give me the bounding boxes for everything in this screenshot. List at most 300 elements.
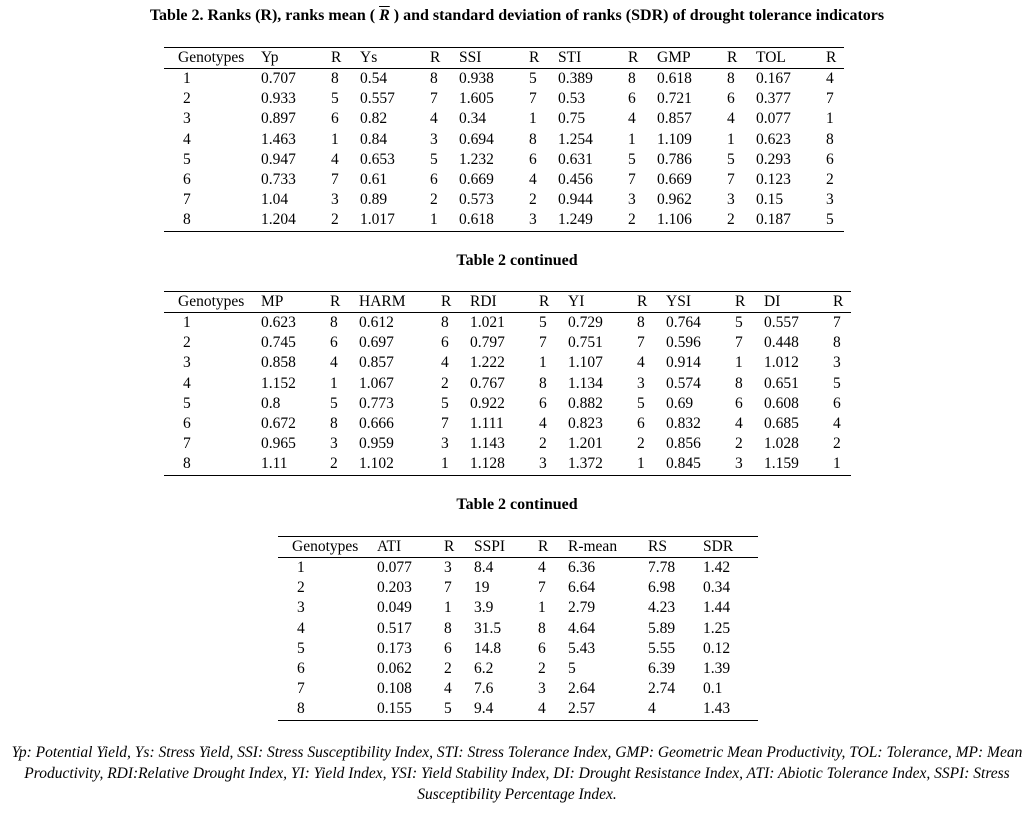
- value-cell: 1.42: [703, 559, 731, 577]
- value-cell: 0.938: [459, 70, 494, 88]
- value-cell: 7: [331, 171, 339, 189]
- value-cell: 0.84: [360, 130, 388, 148]
- genotype-cell: 8: [164, 454, 261, 475]
- value-cell: 1: [430, 210, 459, 231]
- value-cell: 3: [637, 374, 645, 392]
- value-cell: 0.077: [756, 110, 791, 128]
- value-cell: 0.823: [568, 415, 603, 433]
- table-2: [164, 291, 851, 476]
- value-cell: 1.372: [568, 454, 637, 475]
- table-1-title-end: ) and standard deviation of ranks (SDR) of drought tolerance indicators: [393, 7, 885, 24]
- value-cell: 1.067: [359, 374, 394, 392]
- value-cell: 0.857: [359, 354, 394, 372]
- value-cell: 7: [727, 171, 735, 189]
- table-1-title-start: Table 2. Ranks (R), ranks mean (: [149, 7, 376, 24]
- value-cell: 5.55: [648, 639, 676, 657]
- value-cell: 8.4: [474, 559, 494, 577]
- table-3-title: Table 2 continued: [456, 496, 578, 513]
- table-row: [164, 89, 844, 109]
- column-header: MP: [261, 292, 330, 313]
- genotype-cell: 6: [183, 171, 191, 189]
- value-cell: 1.159: [764, 454, 833, 475]
- value-cell: 0.857: [657, 110, 692, 128]
- value-cell: 0.574: [666, 374, 701, 392]
- value-cell: 0.669: [459, 171, 494, 189]
- table-1-title: [0, 7, 1034, 25]
- value-cell: 0.965: [261, 435, 296, 453]
- value-cell: 6: [529, 150, 537, 168]
- value-cell: 4: [444, 680, 452, 698]
- genotype-cell: 7: [183, 435, 191, 453]
- column-header: SDR: [703, 537, 758, 558]
- value-cell: 6: [538, 639, 546, 657]
- value-cell: 0.155: [377, 699, 444, 720]
- table-row: [164, 150, 844, 170]
- value-cell: 6: [637, 415, 645, 433]
- value-cell: 1.012: [764, 354, 799, 372]
- genotype-cell: 5: [183, 150, 191, 168]
- value-cell: 3: [330, 435, 338, 453]
- table-row: [278, 558, 758, 579]
- value-cell: 2: [538, 660, 546, 678]
- value-cell: 2: [833, 435, 841, 453]
- column-header: R: [430, 48, 459, 69]
- column-header: YI: [568, 292, 637, 313]
- value-cell: 1.204: [261, 210, 331, 231]
- value-cell: 1: [637, 454, 666, 475]
- value-cell: 4: [826, 70, 834, 88]
- value-cell: 7: [430, 90, 438, 108]
- value-cell: 7: [637, 334, 645, 352]
- value-cell: 6: [735, 394, 743, 412]
- value-cell: 5: [727, 150, 735, 168]
- value-cell: 1: [444, 599, 452, 617]
- value-cell: 3: [727, 191, 735, 209]
- value-cell: 0.651: [764, 374, 799, 392]
- value-cell: 0.745: [261, 334, 296, 352]
- value-cell: 0.922: [470, 394, 505, 412]
- value-cell: 4: [628, 110, 636, 128]
- value-cell: 4: [330, 354, 338, 372]
- value-cell: 2: [529, 191, 537, 209]
- value-cell: 6: [330, 334, 338, 352]
- value-cell: 8: [330, 415, 338, 433]
- table-row: [164, 333, 851, 353]
- column-header: SSPI: [474, 537, 538, 558]
- value-cell: 0.34: [459, 110, 487, 128]
- value-cell: 3: [430, 130, 438, 148]
- value-cell: 4: [430, 110, 438, 128]
- column-header: R: [833, 292, 851, 313]
- value-cell: 0.773: [359, 394, 394, 412]
- value-cell: 6: [444, 639, 452, 657]
- value-cell: 1.201: [568, 435, 603, 453]
- column-header: TOL: [756, 48, 826, 69]
- value-cell: 0.697: [359, 334, 394, 352]
- value-cell: 0.729: [568, 314, 603, 332]
- value-cell: 1.028: [764, 435, 799, 453]
- value-cell: 1.111: [470, 415, 504, 433]
- value-cell: 0.187: [756, 210, 826, 231]
- genotype-cell: 3: [183, 354, 191, 372]
- value-cell: 0.517: [377, 619, 412, 637]
- value-cell: 7: [538, 579, 546, 597]
- value-cell: 7: [826, 90, 834, 108]
- value-cell: 0.933: [261, 90, 296, 108]
- value-cell: 7.78: [648, 559, 676, 577]
- value-cell: 0.049: [377, 599, 412, 617]
- value-cell: 0.82: [360, 110, 388, 128]
- value-cell: 2: [330, 454, 359, 475]
- table-header-row: [278, 537, 758, 558]
- value-cell: 0.89: [360, 191, 388, 209]
- column-header: R: [826, 48, 844, 69]
- value-cell: 1: [441, 454, 470, 475]
- value-cell: 4: [833, 415, 841, 433]
- value-cell: 1: [330, 374, 338, 392]
- value-cell: 6: [539, 394, 547, 412]
- value-cell: 0.1: [703, 680, 723, 698]
- value-cell: 0.608: [764, 394, 799, 412]
- value-cell: 3: [529, 210, 558, 231]
- value-cell: 5: [568, 660, 576, 678]
- value-cell: 8: [735, 374, 743, 392]
- value-cell: 6: [727, 90, 735, 108]
- value-cell: 1.605: [459, 90, 494, 108]
- value-cell: 0.573: [459, 191, 494, 209]
- table-row: [164, 353, 851, 373]
- value-cell: 0.61: [360, 171, 388, 189]
- column-header: R: [628, 48, 657, 69]
- value-cell: 4: [648, 699, 703, 720]
- value-cell: 7: [833, 314, 841, 332]
- value-cell: 1: [538, 599, 546, 617]
- value-cell: 2: [735, 435, 743, 453]
- value-cell: 5: [444, 699, 474, 720]
- table-1: [164, 47, 844, 232]
- genotype-cell: 7: [297, 680, 305, 698]
- value-cell: 7: [441, 415, 449, 433]
- value-cell: 8: [430, 70, 438, 88]
- value-cell: 2.74: [648, 680, 676, 698]
- value-cell: 1.04: [261, 191, 289, 209]
- genotype-cell: 7: [183, 191, 191, 209]
- value-cell: 31.5: [474, 619, 502, 637]
- value-cell: 3: [538, 680, 546, 698]
- genotype-cell: 8: [164, 210, 261, 231]
- value-cell: 6: [331, 110, 339, 128]
- value-cell: 3: [539, 454, 568, 475]
- column-header: ATI: [377, 537, 444, 558]
- column-header: R: [727, 48, 756, 69]
- value-cell: 2.79: [568, 599, 596, 617]
- value-cell: 0.557: [764, 314, 799, 332]
- value-cell: 4: [637, 354, 645, 372]
- value-cell: 3: [441, 435, 449, 453]
- column-header: HARM: [359, 292, 441, 313]
- value-cell: 7: [539, 334, 547, 352]
- value-cell: 8: [444, 619, 452, 637]
- value-cell: 4: [727, 110, 735, 128]
- value-cell: 2: [637, 435, 645, 453]
- column-header: YSI: [666, 292, 735, 313]
- value-cell: 0.797: [470, 334, 505, 352]
- value-cell: 6.2: [474, 660, 494, 678]
- value-cell: 2: [331, 210, 360, 231]
- value-cell: 6: [833, 394, 841, 412]
- column-header: RS: [648, 537, 703, 558]
- value-cell: 1: [735, 354, 743, 372]
- value-cell: 5: [430, 150, 438, 168]
- column-header: RDI: [470, 292, 539, 313]
- value-cell: 1: [826, 110, 834, 128]
- value-cell: 1.463: [261, 130, 296, 148]
- value-cell: 3: [331, 191, 339, 209]
- genotype-cell: 6: [297, 660, 305, 678]
- table-row: [164, 190, 844, 210]
- value-cell: 0.666: [359, 415, 394, 433]
- table-row: [164, 130, 844, 150]
- value-cell: 1.249: [558, 210, 628, 231]
- value-cell: 0.53: [558, 90, 586, 108]
- genotype-cell: 8: [278, 699, 377, 720]
- r-bar-symbol: R: [379, 7, 390, 24]
- table-3: [278, 536, 758, 721]
- value-cell: 6.64: [568, 579, 596, 597]
- value-cell: 1.222: [470, 354, 505, 372]
- value-cell: 0.077: [377, 559, 412, 577]
- value-cell: 0.8: [261, 394, 281, 412]
- value-cell: 0.914: [666, 354, 701, 372]
- value-cell: 2: [628, 210, 657, 231]
- value-cell: 5: [833, 374, 841, 392]
- value-cell: 2: [727, 210, 756, 231]
- value-cell: 0.751: [568, 334, 603, 352]
- genotype-cell: 3: [183, 110, 191, 128]
- value-cell: 0.15: [756, 191, 784, 209]
- value-cell: 4: [529, 171, 537, 189]
- value-cell: 8: [331, 70, 339, 88]
- value-cell: 7: [735, 334, 743, 352]
- value-cell: 5: [441, 394, 449, 412]
- value-cell: 0.623: [756, 130, 791, 148]
- genotype-cell: 4: [183, 130, 191, 148]
- value-cell: 7: [628, 171, 636, 189]
- value-cell: 0.858: [261, 354, 296, 372]
- value-cell: 0.845: [666, 454, 735, 475]
- value-cell: 0.108: [377, 680, 412, 698]
- value-cell: 6: [441, 334, 449, 352]
- value-cell: 2.57: [568, 699, 648, 720]
- value-cell: 5.43: [568, 639, 596, 657]
- value-cell: 0.669: [657, 171, 692, 189]
- value-cell: 0.767: [470, 374, 505, 392]
- value-cell: 0.12: [703, 639, 731, 657]
- value-cell: 0.173: [377, 639, 412, 657]
- value-cell: 6.39: [648, 660, 676, 678]
- value-cell: 0.34: [703, 579, 731, 597]
- value-cell: 4: [441, 354, 449, 372]
- value-cell: 4: [538, 559, 546, 577]
- value-cell: 7: [444, 579, 452, 597]
- value-cell: 0.707: [261, 70, 296, 88]
- value-cell: 1: [539, 354, 547, 372]
- column-header: R: [539, 292, 568, 313]
- value-cell: 8: [833, 334, 841, 352]
- value-cell: 4: [538, 699, 568, 720]
- value-cell: 5: [539, 314, 547, 332]
- column-header: R: [444, 537, 474, 558]
- table-row: [164, 414, 851, 434]
- value-cell: 8: [538, 619, 546, 637]
- value-cell: 1: [727, 130, 735, 148]
- table-row: [164, 313, 851, 334]
- column-header: DI: [764, 292, 833, 313]
- column-header: Ys: [360, 48, 430, 69]
- genotype-cell: 1: [183, 70, 191, 88]
- table-row: [164, 454, 851, 475]
- value-cell: 0.653: [360, 150, 395, 168]
- value-cell: 4.23: [648, 599, 676, 617]
- value-cell: 1.128: [470, 454, 539, 475]
- table-row: [164, 210, 844, 231]
- column-header: R: [330, 292, 359, 313]
- value-cell: 0.75: [558, 110, 586, 128]
- table-row: [278, 659, 758, 679]
- value-cell: 0.596: [666, 334, 701, 352]
- value-cell: 8: [826, 130, 834, 148]
- value-cell: 1: [331, 130, 339, 148]
- table-row: [164, 394, 851, 414]
- value-cell: 0.733: [261, 171, 296, 189]
- value-cell: 6: [628, 90, 636, 108]
- value-cell: 0.612: [359, 314, 394, 332]
- column-header: R-mean: [568, 537, 648, 558]
- value-cell: 1.021: [470, 314, 505, 332]
- table-row: [278, 639, 758, 659]
- table-row: [278, 679, 758, 699]
- value-cell: 1.106: [657, 210, 727, 231]
- value-cell: 0.959: [359, 435, 394, 453]
- value-cell: 0.69: [666, 394, 694, 412]
- column-header: R: [331, 48, 360, 69]
- value-cell: 6: [826, 150, 834, 168]
- value-cell: 1.39: [703, 660, 731, 678]
- column-header: R: [441, 292, 470, 313]
- genotype-cell: 4: [297, 619, 305, 637]
- table-row: [164, 434, 851, 454]
- table-row: [164, 109, 844, 129]
- value-cell: 0.856: [666, 435, 701, 453]
- value-cell: 1.254: [558, 130, 593, 148]
- value-cell: 1.102: [359, 454, 441, 475]
- column-header: Yp: [261, 48, 331, 69]
- value-cell: 0.631: [558, 150, 593, 168]
- value-cell: 5.89: [648, 619, 676, 637]
- value-cell: 1.109: [657, 130, 692, 148]
- value-cell: 0.832: [666, 415, 701, 433]
- table-header-row: [164, 48, 844, 69]
- value-cell: 0.947: [261, 150, 296, 168]
- value-cell: 0.377: [756, 90, 791, 108]
- table-row: [278, 699, 758, 720]
- column-header: GMP: [657, 48, 727, 69]
- table-row: [278, 619, 758, 639]
- value-cell: 1.232: [459, 150, 494, 168]
- genotype-cell: 2: [297, 579, 305, 597]
- value-cell: 0.882: [568, 394, 603, 412]
- value-cell: 0.389: [558, 70, 593, 88]
- value-cell: 2: [539, 435, 547, 453]
- column-header: R: [637, 292, 666, 313]
- value-cell: 0.123: [756, 171, 791, 189]
- value-cell: 6.98: [648, 579, 676, 597]
- value-cell: 1.107: [568, 354, 603, 372]
- value-cell: 2: [826, 171, 834, 189]
- value-cell: 6: [430, 171, 438, 189]
- value-cell: 0.167: [756, 70, 791, 88]
- column-header: STI: [558, 48, 628, 69]
- value-cell: 2.64: [568, 680, 596, 698]
- table-row: [164, 69, 844, 90]
- genotype-cell: 5: [183, 394, 191, 412]
- value-cell: 1.43: [703, 699, 758, 720]
- value-cell: 1.152: [261, 374, 296, 392]
- column-header: Genotypes: [164, 48, 261, 69]
- value-cell: 8: [727, 70, 735, 88]
- value-cell: 0.062: [377, 660, 412, 678]
- value-cell: 0.557: [360, 90, 395, 108]
- value-cell: 0.672: [261, 415, 296, 433]
- value-cell: 3.9: [474, 599, 494, 617]
- value-cell: 8: [529, 130, 537, 148]
- value-cell: 1.44: [703, 599, 731, 617]
- value-cell: 1.017: [360, 210, 430, 231]
- genotype-cell: 2: [183, 90, 191, 108]
- value-cell: 1: [833, 454, 851, 475]
- column-header: R: [529, 48, 558, 69]
- table-row: [278, 578, 758, 598]
- column-header: R: [538, 537, 568, 558]
- value-cell: 8: [539, 374, 547, 392]
- value-cell: 5: [529, 70, 537, 88]
- value-cell: 0.786: [657, 150, 692, 168]
- table-header-row: [164, 292, 851, 313]
- value-cell: 0.962: [657, 191, 692, 209]
- genotype-cell: 3: [297, 599, 305, 617]
- value-cell: 0.685: [764, 415, 799, 433]
- value-cell: 0.694: [459, 130, 494, 148]
- value-cell: 4: [539, 415, 547, 433]
- column-header: R: [735, 292, 764, 313]
- value-cell: 8: [330, 314, 338, 332]
- table-row: [164, 170, 844, 190]
- table-2-title: Table 2 continued: [456, 252, 578, 269]
- value-cell: 0.293: [756, 150, 791, 168]
- value-cell: 1.134: [568, 374, 603, 392]
- value-cell: 2: [430, 191, 438, 209]
- value-cell: 0.721: [657, 90, 692, 108]
- value-cell: 1.11: [261, 454, 330, 475]
- value-cell: 0.54: [360, 70, 388, 88]
- genotype-cell: 4: [183, 374, 191, 392]
- table-row: [164, 374, 851, 394]
- genotype-cell: 1: [297, 559, 305, 577]
- value-cell: 8: [441, 314, 449, 332]
- value-cell: 5: [735, 314, 743, 332]
- value-cell: 3: [735, 454, 764, 475]
- value-cell: 19: [474, 579, 490, 597]
